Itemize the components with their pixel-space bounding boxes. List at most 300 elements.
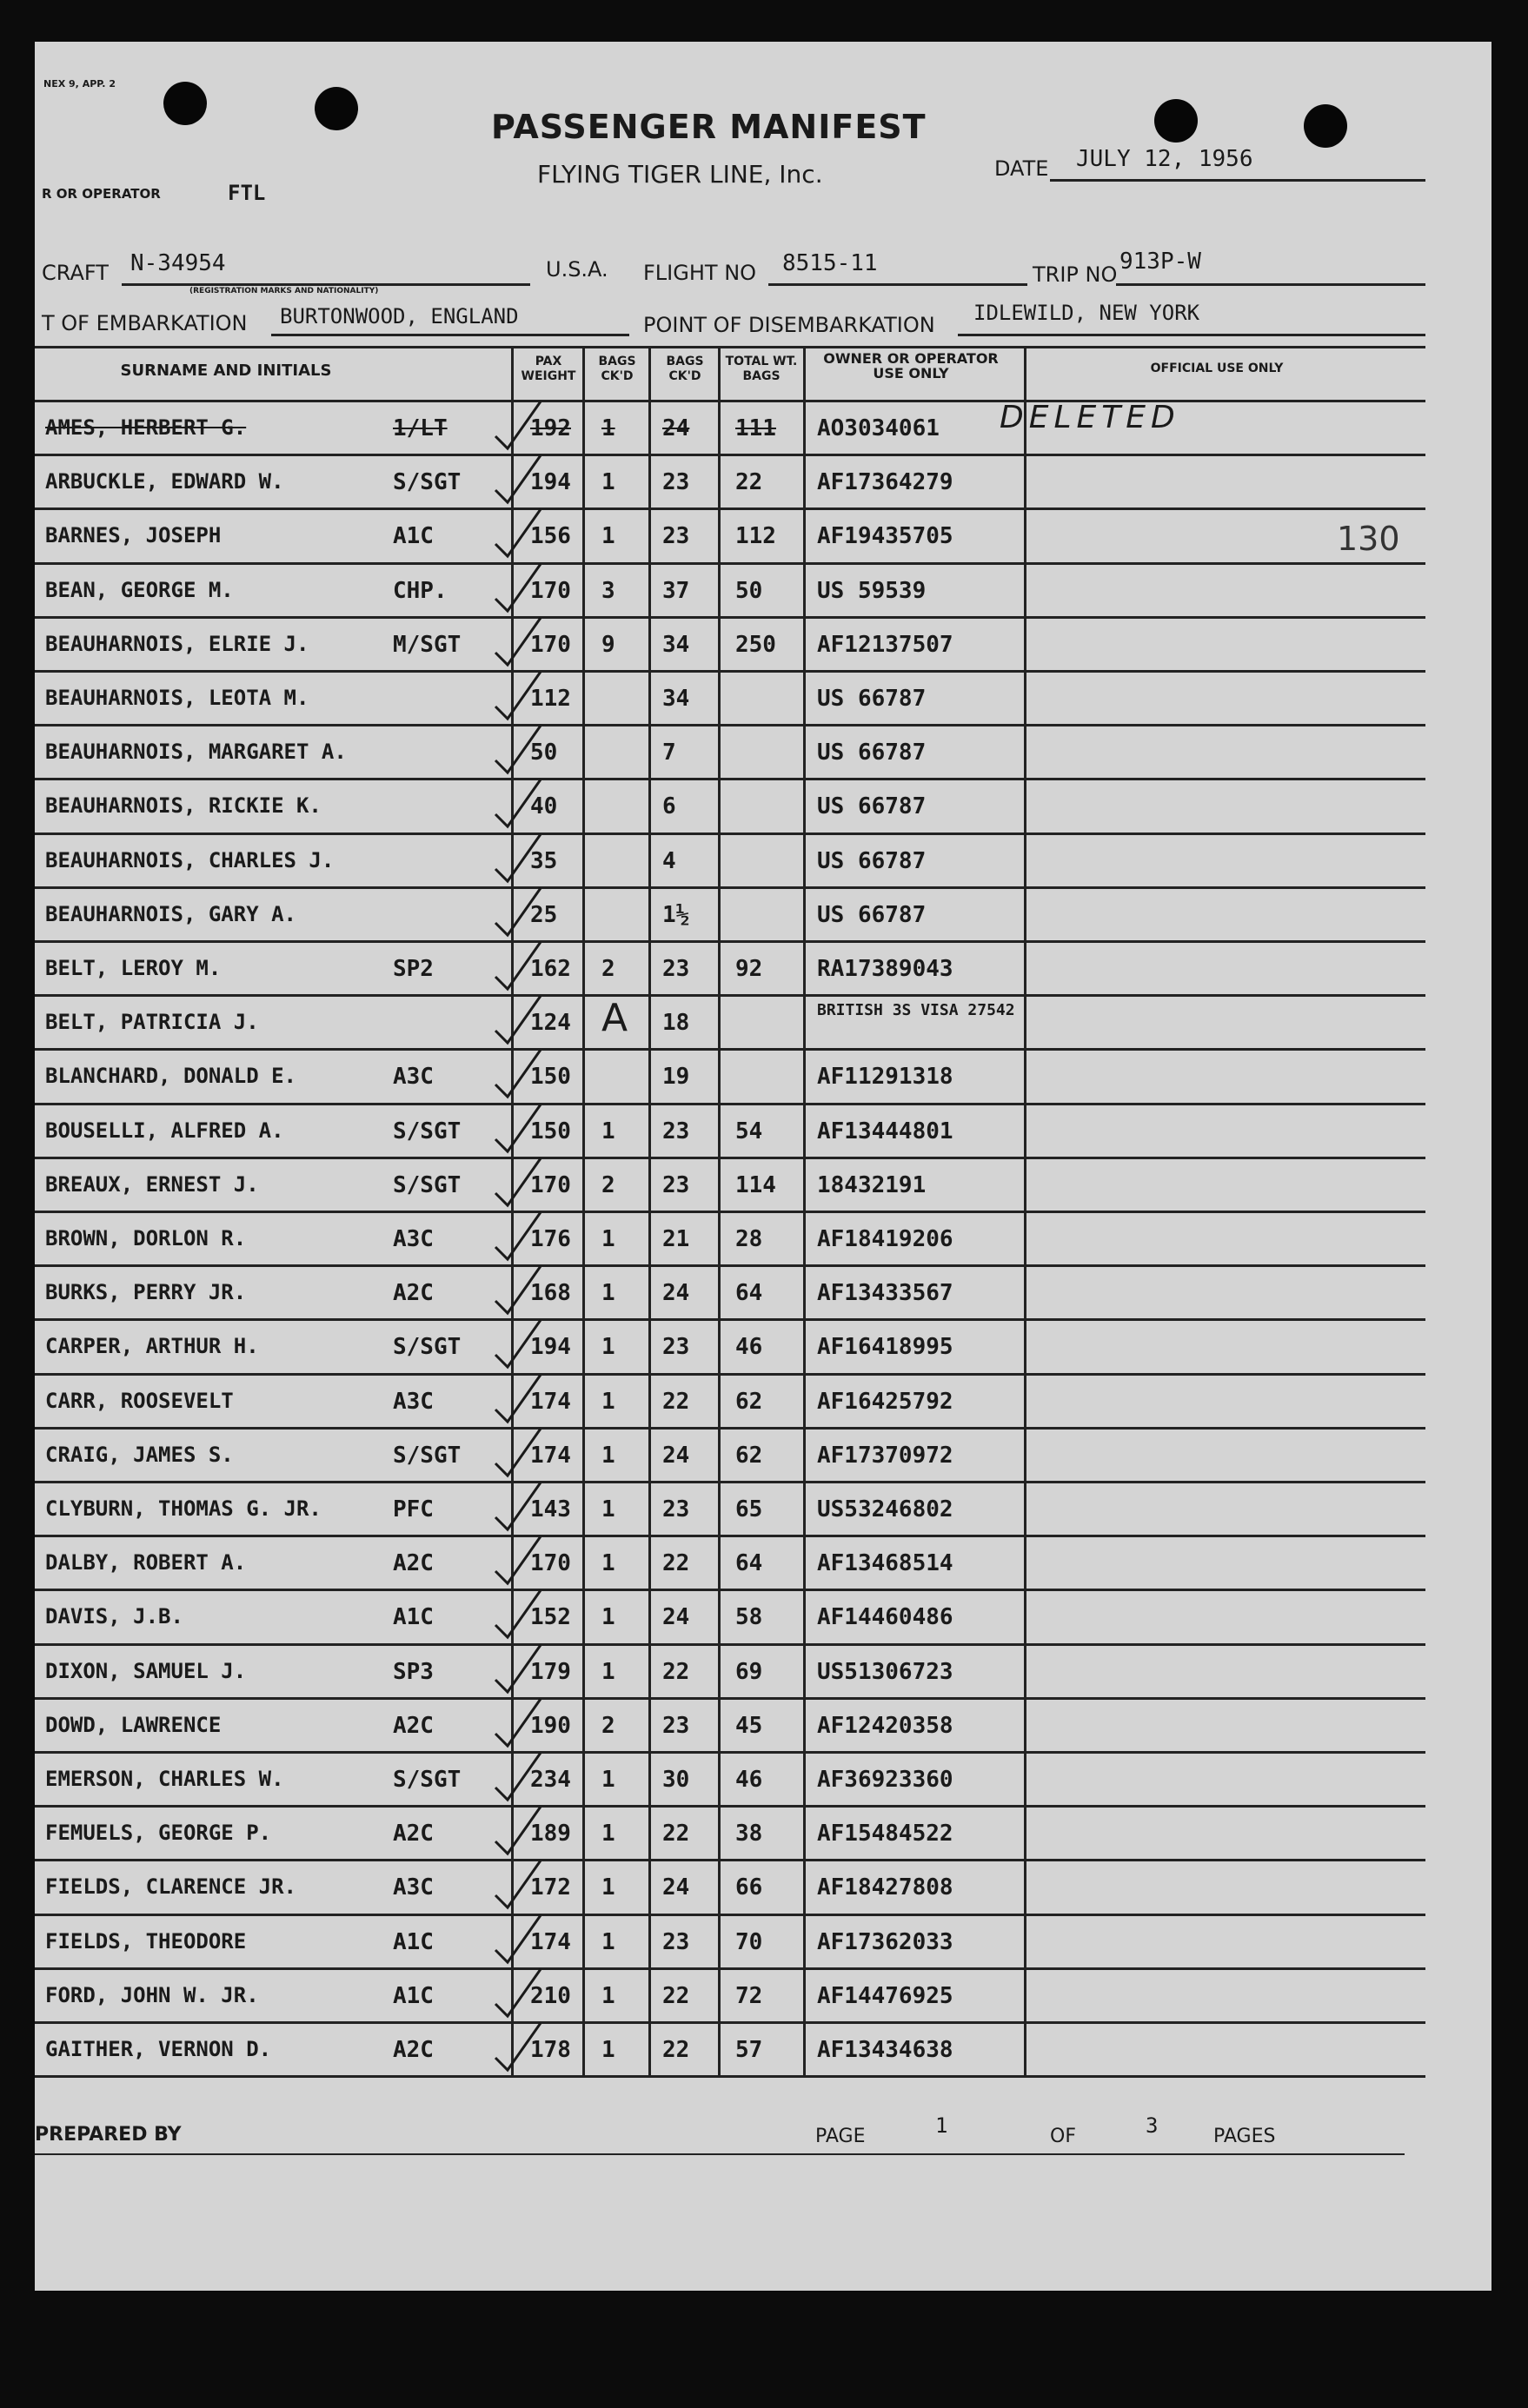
row-rule [35,1697,1425,1700]
row-rule [35,940,1425,943]
row-rule [35,1427,1425,1430]
cell-name: AMES, HERBERT G. [45,415,247,440]
cell-name: CARPER, ARTHUR H. [45,1334,259,1359]
company-name: FLYING TIGER LINE, Inc. [537,160,823,189]
row-rule [35,1048,1425,1051]
cell-total: 38 [735,1821,763,1847]
row-rule [35,1805,1425,1808]
cell-total: 65 [735,1496,763,1522]
check-mark-icon [487,1099,548,1160]
cell-id: AF12420358 [817,1712,953,1739]
cell-bagwt: 22 [662,1388,690,1415]
cell-name: FIELDS, THEODORE [45,1928,247,1954]
check-mark-icon [487,991,548,1051]
cell-bags: 1 [601,1442,615,1469]
cell-bagwt: 24 [662,1874,690,1901]
cell-total: 58 [735,1604,763,1631]
cell-total: 111 [735,415,776,441]
cell-bags: 2 [601,1171,615,1198]
cell-bags: 1 [601,1226,615,1252]
row-rule [35,1481,1425,1483]
check-mark-icon [487,1045,548,1105]
cell-bagwt: 34 [662,686,690,712]
craft-note: (REGISTRATION MARKS AND NATIONALITY) [189,287,379,295]
cell-bags: 1 [601,1767,615,1793]
cell-total: 66 [735,1874,763,1901]
cell-rank: A2C [393,1712,434,1739]
check-mark-icon [487,1423,548,1484]
col-header-total: TOTAL WT. BAGS [725,355,798,383]
check-mark-icon [487,1964,548,2025]
manifest-sheet [35,42,1491,2291]
cell-weight: 174 [530,1928,571,1955]
cell-id: AF16418995 [817,1334,953,1361]
check-mark-icon [487,720,548,781]
row-rule [35,2075,1425,2078]
cell-bagwt: 23 [662,1496,690,1522]
cell-bags: 1 [601,1388,615,1415]
cell-bags: 2 [601,956,615,982]
check-mark-icon [487,1855,548,1916]
cell-rank: S/SGT [393,1171,462,1198]
cell-weight: 170 [530,1550,571,1577]
punch-hole [315,87,358,130]
cell-id: AF15484522 [817,1821,953,1847]
page-total: 3 [1146,2113,1159,2138]
cell-id: AF17370972 [817,1442,953,1469]
check-mark-icon [487,829,548,890]
disembark-value: IDLEWILD, NEW YORK [973,301,1200,325]
row-rule [35,724,1425,726]
cell-bagwt: 23 [662,1118,690,1144]
cell-bags: 1 [601,1280,615,1307]
craft-underline [122,283,530,286]
cell-weight: 172 [530,1874,571,1901]
cell-id: US 59539 [817,577,927,604]
cell-weight: 168 [530,1280,571,1307]
trip-label: TRIP NO [1033,262,1118,287]
row-rule [35,616,1425,619]
cell-weight: 162 [530,956,571,982]
cell-bagwt: 24 [662,1442,690,1469]
cell-bagwt: 23 [662,956,690,982]
cell-name: BEAUHARNOIS, GARY A. [45,901,296,926]
cell-bagwt: 7 [662,740,676,766]
row-rule [35,1264,1425,1267]
cell-id: US53246802 [817,1496,953,1522]
cell-weight: 194 [530,1334,571,1361]
cell-id: AF36923360 [817,1767,953,1793]
cell-name: BEAUHARNOIS, RICKIE K. [45,793,322,819]
cell-id: 18432191 [817,1171,927,1198]
cell-name: BREAUX, ERNEST J. [45,1171,259,1197]
cell-weight: 178 [530,2037,571,2063]
cell-weight: 189 [530,1821,571,1847]
footer-rule [35,2153,1405,2155]
cell-bags: 9 [601,631,615,658]
row-rule [35,1589,1425,1591]
row-rule [35,1103,1425,1105]
cell-bags: 1 [601,1496,615,1522]
cell-bags: 1 [601,1658,615,1685]
cell-name: ARBUCKLE, EDWARD W. [45,469,284,494]
cell-bags: 1 [601,469,615,496]
cell-bagwt: 6 [662,793,676,820]
cell-weight: 50 [530,740,558,766]
cell-name: CRAIG, JAMES S. [45,1442,234,1467]
cell-bagwt: 22 [662,1982,690,2009]
cell-bags: 1 [601,1928,615,1955]
flight-underline [768,283,1027,286]
cell-bagwt: 23 [662,1928,690,1955]
cell-name: BOUSELLI, ALFRED A. [45,1118,284,1143]
cell-total: 72 [735,1982,763,2009]
cell-bagwt: 37 [662,577,690,604]
cell-bagwt: 30 [662,1767,690,1793]
cell-id: AF17362033 [817,1928,953,1955]
prepared-by-label: PREPARED BY [35,2124,182,2146]
check-mark-icon [487,1801,548,1862]
embark-value: BURTONWOOD, ENGLAND [280,304,519,328]
cell-id: AF17364279 [817,469,953,496]
cell-weight: 156 [530,523,571,550]
cell-bagwt: 23 [662,523,690,550]
check-mark-icon [487,1315,548,1376]
cell-name: FIELDS, CLARENCE JR. [45,1874,296,1900]
check-mark-icon [487,883,548,944]
row-rule [35,670,1425,673]
operator-label: R OR OPERATOR [42,186,161,202]
cell-weight: 210 [530,1982,571,2009]
page-title: PASSENGER MANIFEST [491,108,927,146]
cell-id: AF13433567 [817,1280,953,1307]
cell-weight: 25 [530,901,558,928]
cell-id: AF16425792 [817,1388,953,1415]
cell-id: AF11291318 [817,1064,953,1091]
cell-total: 62 [735,1388,763,1415]
check-mark-icon [487,1531,548,1592]
cell-name: EMERSON, CHARLES W. [45,1767,284,1791]
cell-total: 22 [735,469,763,496]
cell-name: DAVIS, J.B. [45,1604,183,1629]
page-number: 1 [935,2113,948,2138]
cell-rank: SP3 [393,1658,434,1685]
cell-weight: 150 [530,1064,571,1091]
row-rule [35,833,1425,835]
cell-total: 64 [735,1280,763,1307]
check-mark-icon [487,1910,548,1971]
cell-rank: S/SGT [393,1334,462,1361]
check-mark-icon [487,1748,548,1808]
cell-rank: A2C [393,1280,434,1307]
cell-name: BROWN, DORLON R. [45,1226,247,1250]
cell-bagwt: 24 [662,1280,690,1307]
cell-weight: 234 [530,1767,571,1793]
check-mark-icon [487,774,548,835]
check-mark-icon [487,667,548,727]
col-header-bags: BAGS CK'D [598,355,636,383]
cell-weight: 152 [530,1604,571,1631]
cell-name: BURKS, PERRY JR. [45,1280,247,1305]
cell-name: BELT, PATRICIA J. [45,1010,259,1035]
cell-weight: 112 [530,686,571,712]
cell-id: US51306723 [817,1658,953,1685]
cell-rank: A1C [393,1982,434,2009]
date-value: JULY 12, 1956 [1076,146,1253,172]
row-rule [35,1914,1425,1916]
row-rule [35,778,1425,780]
cell-total: 114 [735,1171,776,1198]
cell-total: 112 [735,523,776,550]
header-rule [35,400,1425,402]
cell-id: AF18427808 [817,1874,953,1901]
cell-name: BLANCHARD, DONALD E. [45,1064,296,1089]
cell-id: US 66787 [817,901,927,928]
trip-underline [1116,283,1425,286]
cell-name: CARR, ROOSEVELT [45,1388,234,1413]
flight-label: FLIGHT NO [643,261,757,285]
cell-bags: 1 [601,1550,615,1577]
cell-bagwt: 23 [662,1334,690,1361]
cell-rank: A3C [393,1874,434,1901]
cell-bagwt: 24 [662,415,690,441]
embark-label: T OF EMBARKATION [42,311,248,335]
row-rule [35,562,1425,565]
disembark-label: POINT OF DISEMBARKATION [643,313,935,337]
check-mark-icon [487,1640,548,1701]
flight-value: 8515-11 [782,250,878,276]
cell-weight: 174 [530,1388,571,1415]
cell-bagwt: 21 [662,1226,690,1252]
craft-value: N-34954 [130,250,226,276]
check-mark-icon [487,559,548,620]
cell-rank: S/SGT [393,1442,462,1469]
cell-bagwt: 1½ [662,901,690,928]
punch-hole [1154,99,1198,143]
cell-total: 46 [735,1767,763,1793]
cell-weight: 143 [530,1496,571,1522]
check-mark-icon [487,2018,548,2079]
cell-bags: 2 [601,1712,615,1739]
row-rule [35,886,1425,889]
cell-name: GAITHER, VERNON D. [45,2037,272,2061]
cell-weight: 170 [530,631,571,658]
cell-bags: 1 [601,2037,615,2063]
col-header-weight: PAX WEIGHT [521,355,576,383]
cell-rank: A3C [393,1064,434,1091]
cell-bagwt: 22 [662,1821,690,1847]
row-rule [35,1373,1425,1376]
cell-bagwt: 23 [662,1712,690,1739]
cell-weight: 190 [530,1712,571,1739]
cell-name: BEAUHARNOIS, MARGARET A. [45,740,347,765]
cell-bagwt: 22 [662,1550,690,1577]
cell-name: FORD, JOHN W. JR. [45,1982,259,2007]
check-mark-icon [487,1477,548,1538]
cell-id: AF14460486 [817,1604,953,1631]
cell-total: 64 [735,1550,763,1577]
cell-id: AF13434638 [817,2037,953,2063]
check-mark-icon [487,396,548,457]
cell-id: RA17389043 [817,956,953,982]
table-top-rule [35,346,1425,348]
cell-bagwt: 22 [662,2037,690,2063]
operator-value: FTL [228,181,266,205]
row-rule [35,1535,1425,1537]
cell-name: BEAUHARNOIS, ELRIE J. [45,631,309,656]
cell-name: DALBY, ROBERT A. [45,1550,247,1575]
check-mark-icon [487,1370,548,1430]
cell-total: 92 [735,956,763,982]
row-rule [35,2021,1425,2024]
cell-total: 69 [735,1658,763,1685]
date-label: DATE [994,156,1049,181]
cell-rank: CHP. [393,577,448,604]
row-rule [35,507,1425,510]
row-rule [35,1318,1425,1321]
cell-id: AF14476925 [817,1982,953,2009]
cell-total: 54 [735,1118,763,1144]
cell-name: CLYBURN, THOMAS G. JR. [45,1496,322,1521]
cell-name: BELT, LEROY M. [45,956,222,980]
cell-rank: A1C [393,523,434,550]
cell-rank: S/SGT [393,1118,462,1144]
disembark-underline [958,334,1425,336]
cell-bags: 1 [601,1604,615,1631]
row-rule [35,1157,1425,1159]
cell-id: US 66787 [817,793,927,820]
embark-underline [271,334,629,336]
check-mark-icon [487,504,548,565]
cell-bags: 3 [601,577,615,604]
cell-name: FEMUELS, GEORGE P. [45,1821,272,1846]
cell-id: US 66787 [817,847,927,874]
cell-bagwt: 23 [662,1171,690,1198]
cell-total: 57 [735,2037,763,2063]
cell-rank: S/SGT [393,1767,462,1793]
cell-bags: 1 [601,415,615,441]
cell-weight: 170 [530,1171,571,1198]
cell-bagwt: 23 [662,469,690,496]
cell-bagwt: 4 [662,847,676,874]
cell-bagwt: 22 [662,1658,690,1685]
cell-rank: A1C [393,1928,434,1955]
cell-weight: 35 [530,847,558,874]
cell-id: BRITISH 3S VISA 27542 [817,1001,1015,1020]
cell-id: AO3034061 [817,415,940,441]
cell-rank: A1C [393,1604,434,1631]
cell-total: 50 [735,577,763,604]
cell-total: 62 [735,1442,763,1469]
cell-rank: A2C [393,1550,434,1577]
row-rule [35,1211,1425,1213]
cell-weight: 174 [530,1442,571,1469]
cell-total: 45 [735,1712,763,1739]
check-mark-icon [487,1585,548,1646]
cell-weight: 194 [530,469,571,496]
cell-bagwt: 19 [662,1064,690,1091]
cell-bagwt: 18 [662,1010,690,1037]
deleted-annotation: DELETED [1000,400,1180,435]
row-rule [35,994,1425,997]
row-rule [35,1751,1425,1754]
page-label: PAGE [815,2126,866,2147]
annex-note: NEX 9, APP. 2 [43,78,116,90]
col-header-name: SURNAME AND INITIALS [120,362,332,380]
cell-bags: 1 [601,1982,615,2009]
cell-id: AF13444801 [817,1118,953,1144]
cell-total: 46 [735,1334,763,1361]
col-header-official: OFFICIAL USE ONLY [1150,362,1284,375]
cell-name: DOWD, LAWRENCE [45,1712,222,1737]
cell-rank: PFC [393,1496,434,1522]
row-rule [35,1967,1425,1970]
punch-hole [163,82,207,125]
country-label: U.S.A. [546,257,608,282]
margin-number: 130 [1337,520,1400,558]
cell-id: AF13468514 [817,1550,953,1577]
craft-label: CRAFT [42,261,109,285]
cell-bagwt: 24 [662,1604,690,1631]
cell-name: DIXON, SAMUEL J. [45,1658,247,1683]
row-rule [35,1643,1425,1646]
cell-rank: A3C [393,1388,434,1415]
cell-bagwt: 34 [662,631,690,658]
cell-rank: SP2 [393,956,434,982]
check-mark-icon [487,1207,548,1268]
row-rule [35,1859,1425,1861]
cell-bags: 1 [601,523,615,550]
date-underline [1050,179,1425,182]
cell-rank: A3C [393,1226,434,1252]
cell-name: BEAUHARNOIS, LEOTA M. [45,686,309,710]
cell-total: 70 [735,1928,763,1955]
cell-id: US 66787 [817,740,927,766]
cell-weight: 176 [530,1226,571,1252]
cell-name: BARNES, JOSEPH [45,523,222,548]
cell-rank: S/SGT [393,469,462,496]
cell-bags: 1 [601,1821,615,1847]
cell-bags: A [601,996,628,1041]
cell-name: BEAN, GEORGE M. [45,577,234,602]
cell-weight: 40 [530,793,558,820]
cell-weight: 150 [530,1118,571,1144]
check-mark-icon [487,1261,548,1322]
cell-name: BEAUHARNOIS, CHARLES J. [45,847,335,872]
cell-id: AF19435705 [817,523,953,550]
row-rule [35,454,1425,456]
col-header-owner: OWNER OR OPERATOR USE ONLY [823,350,999,381]
cell-id: AF18419206 [817,1226,953,1252]
cell-rank: A2C [393,1821,434,1847]
cell-total: 250 [735,631,776,658]
check-mark-icon [487,1694,548,1755]
trip-value: 913P-W [1119,249,1201,275]
cell-rank: 1/LT [393,415,448,441]
cell-weight: 192 [530,415,571,441]
check-mark-icon [487,450,548,511]
cell-bags: 1 [601,1874,615,1901]
cell-weight: 170 [530,577,571,604]
cell-rank: A2C [393,2037,434,2063]
punch-hole [1304,104,1347,148]
cell-rank: M/SGT [393,631,462,658]
col-header-bagwt: BAGS CK'D [666,355,704,383]
cell-weight: 124 [530,1010,571,1037]
of-label: OF [1050,2126,1076,2147]
cell-id: AF12137507 [817,631,953,658]
cell-bags: 1 [601,1118,615,1144]
